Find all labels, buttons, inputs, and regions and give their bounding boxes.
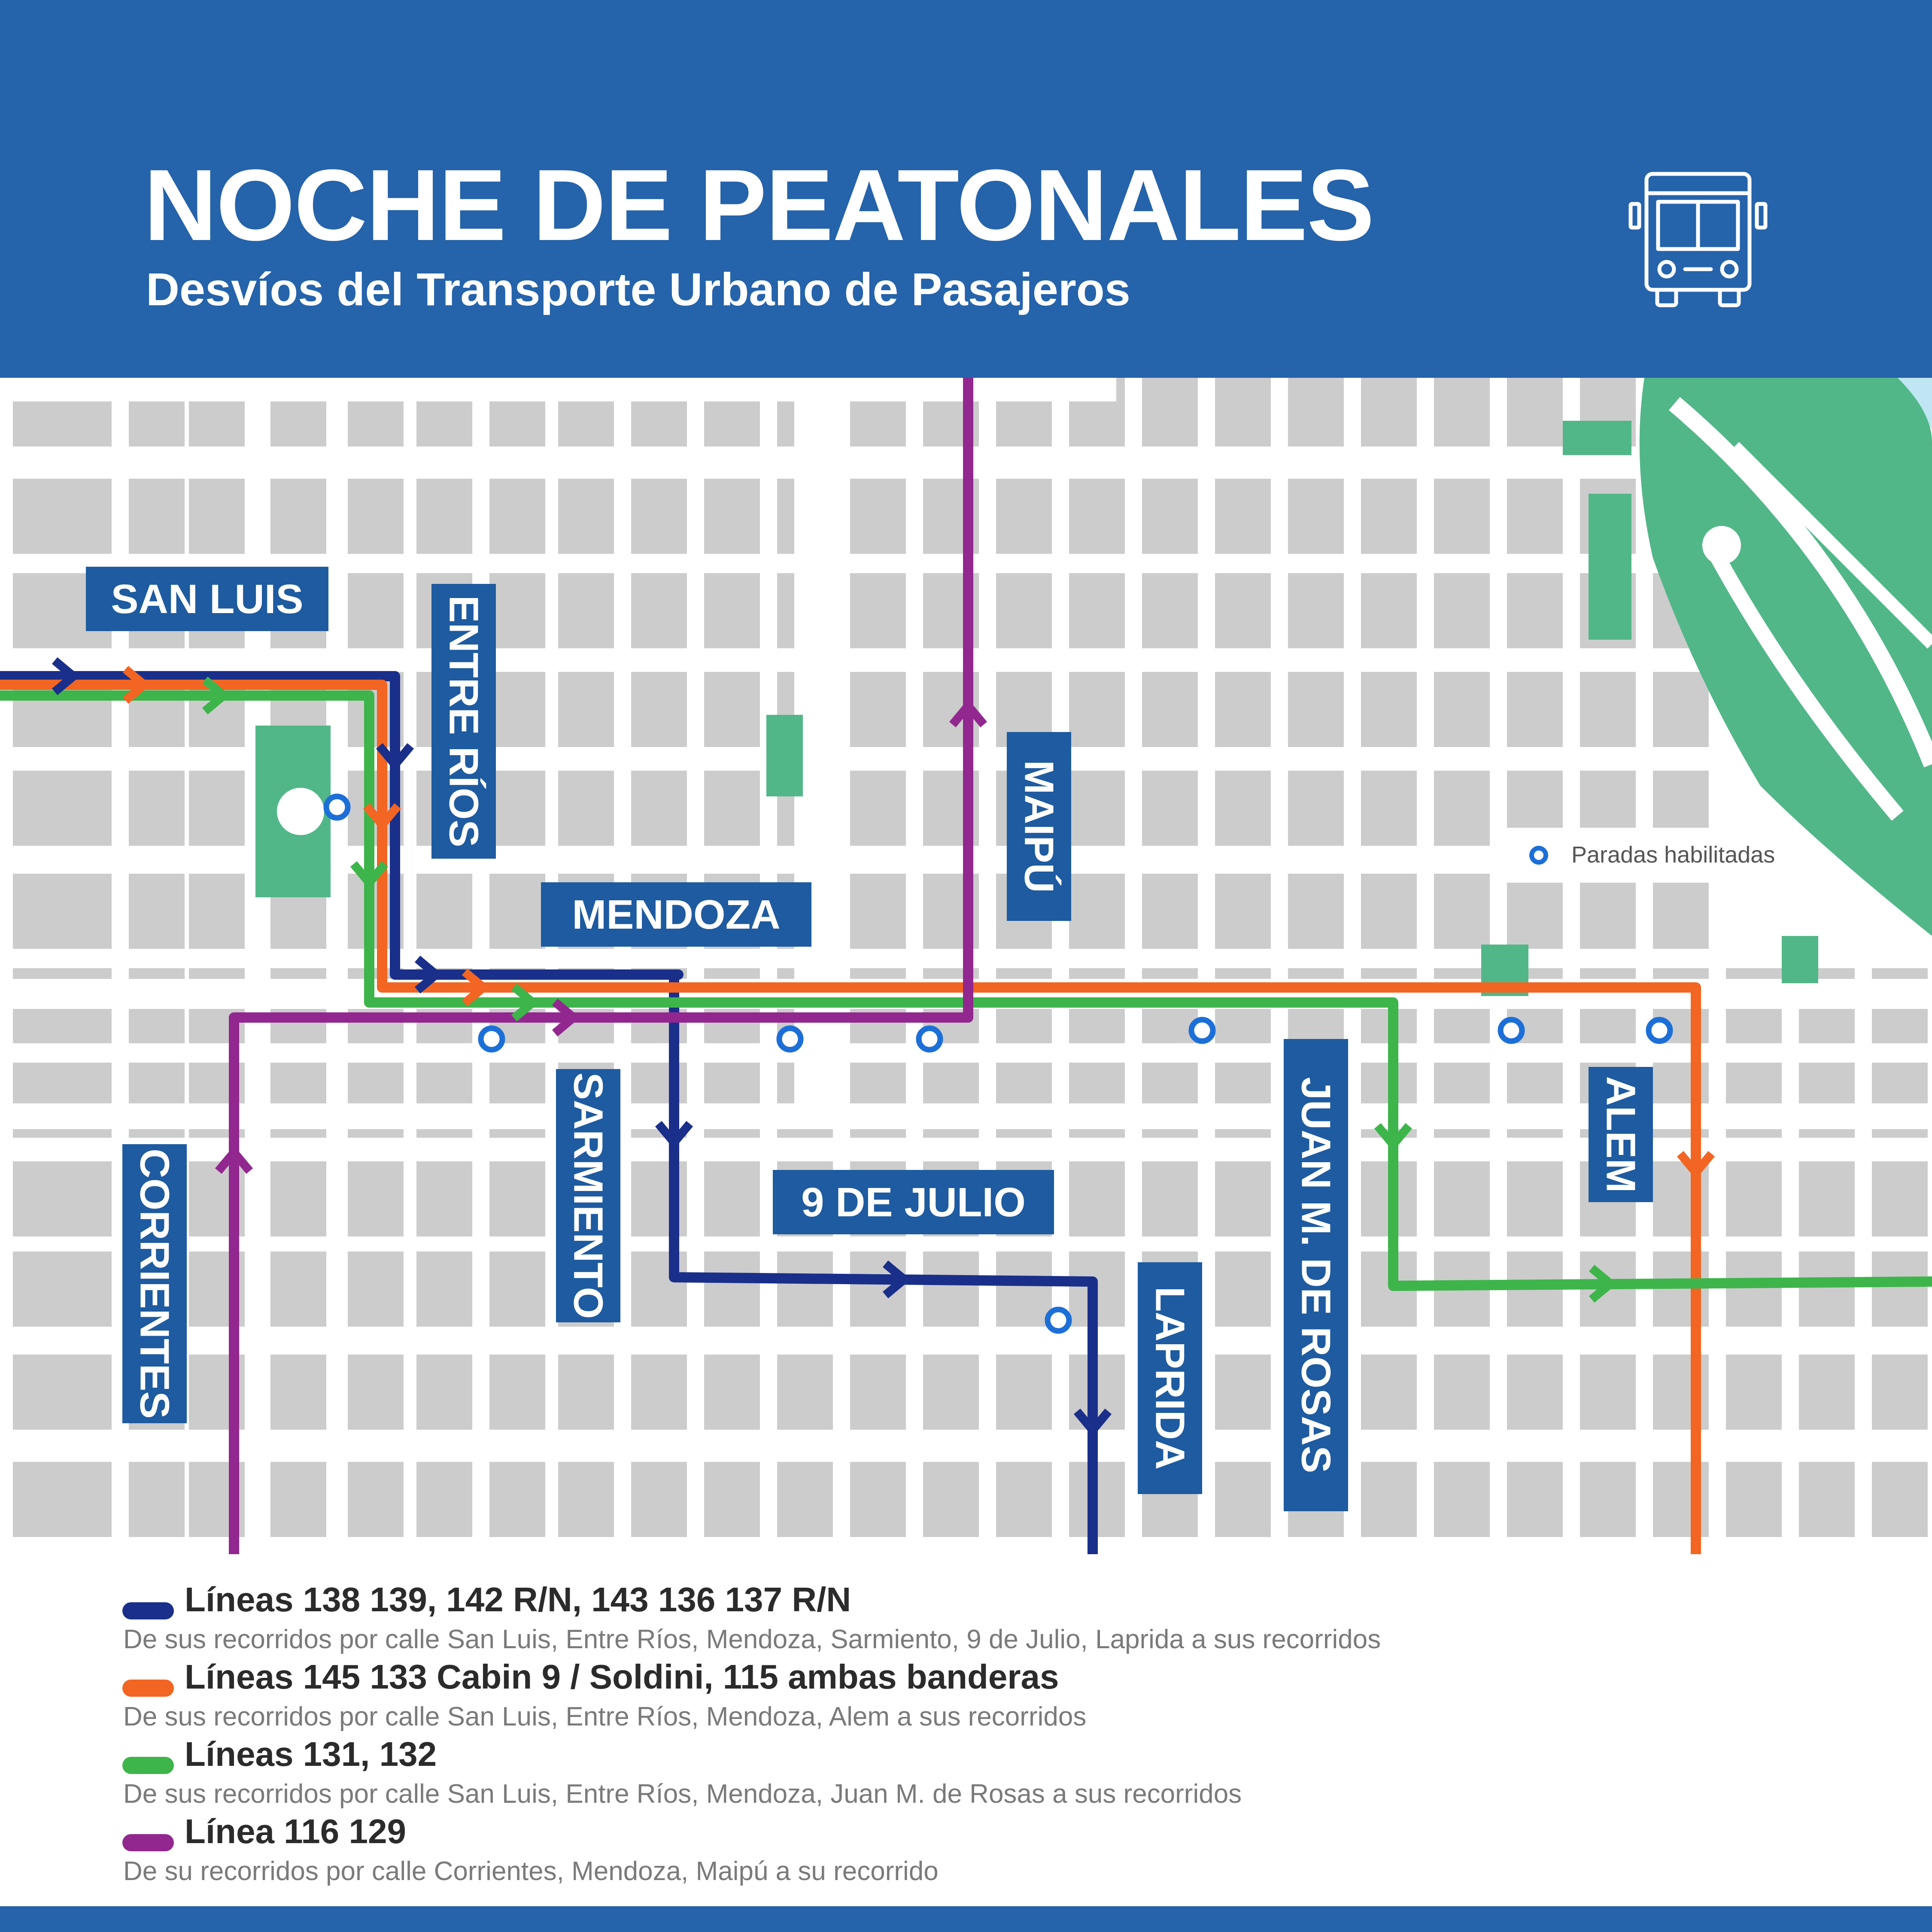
city-block: [1215, 874, 1271, 949]
legend-title: Línea 116 129: [185, 1812, 406, 1850]
city-block: [489, 479, 545, 554]
city-block: [1726, 1161, 1782, 1236]
city-block: [1507, 874, 1563, 949]
city-block: [1580, 1355, 1636, 1430]
city-block: [1069, 479, 1125, 554]
city-block: [1361, 1355, 1417, 1430]
city-block: [270, 1161, 326, 1236]
header-banner: [0, 0, 1932, 378]
bus-stop-icon: [1191, 1020, 1213, 1041]
city-block: [1288, 378, 1344, 447]
city-block: [489, 1252, 545, 1327]
label-maipu: [1007, 732, 1071, 921]
city-block: [1872, 1252, 1928, 1327]
bus-stop-icon: [1501, 1020, 1522, 1041]
city-block: [631, 672, 687, 747]
city-block: [489, 672, 545, 747]
city-block: [56, 771, 112, 846]
city-block: [923, 1252, 979, 1327]
footer-bar: [0, 1906, 1932, 1932]
stops-legend-label: Paradas habilitadas: [1571, 842, 1775, 868]
city-block: [704, 771, 760, 846]
city-block: [1069, 874, 1125, 949]
city-block: [1434, 1462, 1490, 1537]
label-juan-m-de-rosas: [1284, 1039, 1348, 1511]
city-block: [704, 1462, 760, 1537]
bus-stop-icon: [919, 1028, 940, 1050]
city-block: [1653, 874, 1709, 949]
city-block: [489, 874, 545, 949]
city-block: [1215, 771, 1271, 846]
label-laprida: [1138, 1262, 1202, 1494]
city-block: [1872, 1161, 1928, 1236]
legend-description: De sus recorridos por calle San Luis, Entre Ríos, Mendoza, Sarmiento, 9 de Julio, Laprida a sus recorridos: [123, 1625, 1381, 1654]
park: [1589, 494, 1631, 640]
city-block: [923, 1462, 979, 1537]
city-block: [704, 479, 760, 554]
legend-item: [122, 1657, 1797, 1730]
city-block: [850, 573, 906, 648]
city-block: [416, 479, 472, 554]
city-block: [1288, 874, 1344, 949]
city-block: [416, 1355, 472, 1430]
label-san-luis: [86, 567, 328, 631]
city-block: [558, 479, 614, 554]
city-block: [270, 479, 326, 554]
legend-title: Líneas 138 139, 142 R/N, 143 136 137 R/N: [185, 1580, 851, 1619]
city-block: [1142, 874, 1198, 949]
city-block: [631, 479, 687, 554]
city-block: [1434, 672, 1490, 747]
city-block: [1069, 771, 1125, 846]
city-block: [129, 771, 185, 846]
legend-item: [122, 1735, 1797, 1807]
city-block: [1799, 1252, 1855, 1327]
page-title: NOCHE DE PEATONALES: [144, 149, 1374, 262]
city-block: [558, 672, 614, 747]
city-block: [996, 1462, 1052, 1537]
label-mendoza: [541, 882, 811, 947]
city-block: [777, 1462, 833, 1537]
bus-icon: [1627, 170, 1769, 316]
city-block: [1434, 874, 1490, 949]
city-block: [1361, 573, 1417, 648]
park: [1563, 421, 1631, 455]
city-block: [558, 573, 614, 648]
city-block: [1361, 874, 1417, 949]
legend-swatch: [122, 1680, 174, 1697]
park-roundabout: [1702, 526, 1741, 565]
city-block: [1726, 1462, 1782, 1537]
route-map: [0, 378, 1932, 1554]
city-block: [1288, 672, 1344, 747]
city-block: [270, 1252, 326, 1327]
city-block: [1361, 479, 1417, 554]
legend-title: Líneas 131, 132: [185, 1735, 437, 1773]
city-block: [189, 479, 245, 554]
city-block: [416, 1252, 472, 1327]
city-block: [189, 771, 245, 846]
city-block: [1799, 1161, 1855, 1236]
city-block: [558, 1462, 614, 1537]
city-block: [1215, 672, 1271, 747]
city-block: [348, 1161, 404, 1236]
city-block: [850, 874, 906, 949]
city-block: [1215, 1462, 1271, 1537]
city-block: [1142, 479, 1198, 554]
city-block: [1142, 378, 1198, 447]
city-block: [129, 1462, 185, 1537]
city-block: [489, 1462, 545, 1537]
city-block: [777, 1252, 833, 1327]
city-block: [1069, 672, 1125, 747]
city-block: [850, 672, 906, 747]
city-block: [348, 479, 404, 554]
city-block: [1142, 672, 1198, 747]
city-block: [1215, 1355, 1271, 1430]
city-block: [489, 573, 545, 648]
city-block: [270, 1355, 326, 1430]
city-block: [1434, 479, 1490, 554]
park: [1782, 936, 1818, 983]
city-block: [1507, 1161, 1563, 1236]
city-block: [270, 1462, 326, 1537]
bus-stop-icon: [481, 1028, 502, 1050]
bus-stop-icon: [779, 1028, 801, 1050]
stops-legend: [1494, 828, 1777, 883]
city-block: [1580, 1462, 1636, 1537]
city-block: [1580, 874, 1636, 949]
city-block: [996, 1355, 1052, 1430]
bus-stop-icon: [1649, 1020, 1670, 1041]
city-block: [348, 1252, 404, 1327]
legend-description: De su recorridos por calle Corrientes, Mendoza, Maipú a su recorrido: [123, 1856, 939, 1886]
city-block: [704, 573, 760, 648]
city-block: [129, 479, 185, 554]
city-block: [1215, 479, 1271, 554]
city-block: [348, 1462, 404, 1537]
legend-swatch: [122, 1834, 174, 1851]
city-block: [704, 1355, 760, 1430]
city-block: [56, 1161, 112, 1236]
page-subtitle: Desvíos del Transporte Urbano de Pasajeros: [146, 263, 1130, 315]
plaza-fountain: [277, 788, 324, 835]
city-block: [1872, 1355, 1928, 1430]
city-block: [1215, 378, 1271, 447]
city-block: [850, 479, 906, 554]
city-block: [1507, 1462, 1563, 1537]
city-block: [1799, 1462, 1855, 1537]
city-block: [56, 874, 112, 949]
city-block: [416, 1462, 472, 1537]
city-block: [1872, 1462, 1928, 1537]
city-block: [631, 573, 687, 648]
bus-stop-icon: [1048, 1309, 1069, 1331]
city-block: [1069, 1161, 1125, 1236]
label-alem-text: ALEM: [1598, 1076, 1644, 1193]
city-block: [416, 1161, 472, 1236]
label-mendoza-text: MENDOZA: [572, 892, 781, 938]
label-san-luis-text: SAN LUIS: [111, 576, 304, 622]
legend-swatch: [122, 1602, 174, 1619]
city-block: [1434, 573, 1490, 648]
legend-description: De sus recorridos por calle San Luis, Entre Ríos, Mendoza, Alem a sus recorridos: [123, 1702, 1087, 1732]
city-block: [1361, 378, 1417, 447]
city-block: [1507, 479, 1563, 554]
label-juan-m-de-rosas-text: JUAN M. DE ROSAS: [1293, 1077, 1339, 1473]
city-block: [348, 573, 404, 648]
city-block: [704, 1252, 760, 1327]
city-block: [704, 672, 760, 747]
city-block: [129, 874, 185, 949]
avenue: [0, 378, 1116, 401]
city-block: [996, 573, 1052, 648]
legend-description: De sus recorridos por calle San Luis, Entre Ríos, Mendoza, Juan M. de Rosas a sus recorridos: [123, 1779, 1242, 1809]
city-block: [850, 1462, 906, 1537]
city-block: [56, 479, 112, 554]
city-block: [489, 1161, 545, 1236]
city-block: [1434, 771, 1490, 846]
label-maipu-text: MAIPÚ: [1016, 760, 1062, 893]
city-block: [1142, 1161, 1198, 1236]
city-block: [558, 771, 614, 846]
city-block: [1215, 1252, 1271, 1327]
label-9-de-julio-text: 9 DE JULIO: [801, 1179, 1026, 1225]
legend-swatch: [122, 1757, 174, 1774]
legend-title: Líneas 145 133 Cabin 9 / Soldini, 115 ambas banderas: [185, 1658, 1059, 1696]
label-sarmiento: [556, 1069, 620, 1322]
city-block: [1507, 378, 1563, 447]
city-block: [56, 1355, 112, 1430]
label-9-de-julio: [773, 1170, 1054, 1234]
city-block: [416, 874, 472, 949]
city-block: [1288, 479, 1344, 554]
city-block: [1507, 573, 1563, 648]
city-block: [850, 1355, 906, 1430]
city-block: [777, 1355, 833, 1430]
city-block: [1288, 771, 1344, 846]
city-block: [1215, 573, 1271, 648]
city-block: [1215, 1161, 1271, 1236]
city-block: [558, 1355, 614, 1430]
city-block: [1434, 1161, 1490, 1236]
city-block: [631, 1462, 687, 1537]
city-block: [996, 479, 1052, 554]
city-block: [996, 1252, 1052, 1327]
city-block: [56, 1462, 112, 1537]
city-block: [1507, 1355, 1563, 1430]
city-block: [1142, 573, 1198, 648]
legend-item: [122, 1812, 1797, 1885]
city-block: [489, 1355, 545, 1430]
label-entre-rios-text: ENTRE RÍOS: [440, 595, 487, 848]
label-alem: [1589, 1067, 1653, 1202]
city-block: [348, 1355, 404, 1430]
city-block: [1653, 672, 1709, 747]
city-block: [631, 771, 687, 846]
map-canvas: [0, 378, 1932, 1554]
city-block: [1726, 1252, 1782, 1327]
park: [766, 715, 803, 796]
city-block: [631, 1355, 687, 1430]
label-corrientes: [122, 1144, 187, 1423]
city-block: [1799, 1355, 1855, 1430]
city-block: [1142, 771, 1198, 846]
city-block: [1726, 1355, 1782, 1430]
city-block: [704, 1161, 760, 1236]
city-block: [850, 771, 906, 846]
city-block: [1507, 672, 1563, 747]
city-block: [1361, 672, 1417, 747]
city-block: [1069, 573, 1125, 648]
city-block: [189, 874, 245, 949]
city-block: [1580, 672, 1636, 747]
city-block: [923, 1355, 979, 1430]
city-block: [1288, 573, 1344, 648]
city-block: [1434, 1355, 1490, 1430]
city-block: [1361, 771, 1417, 846]
legend-item: [122, 1580, 1797, 1653]
city-block: [1361, 1462, 1417, 1537]
label-sarmiento-text: SARMIENTO: [565, 1072, 611, 1319]
city-block: [56, 1252, 112, 1327]
bus-stop-icon: [326, 796, 348, 818]
label-corrientes-text: CORRIENTES: [131, 1148, 178, 1419]
city-block: [489, 771, 545, 846]
stop-marker-icon: [1529, 846, 1548, 865]
label-laprida-text: LAPRIDA: [1147, 1286, 1193, 1470]
label-entre-rios: [431, 584, 496, 859]
city-block: [1434, 378, 1490, 447]
